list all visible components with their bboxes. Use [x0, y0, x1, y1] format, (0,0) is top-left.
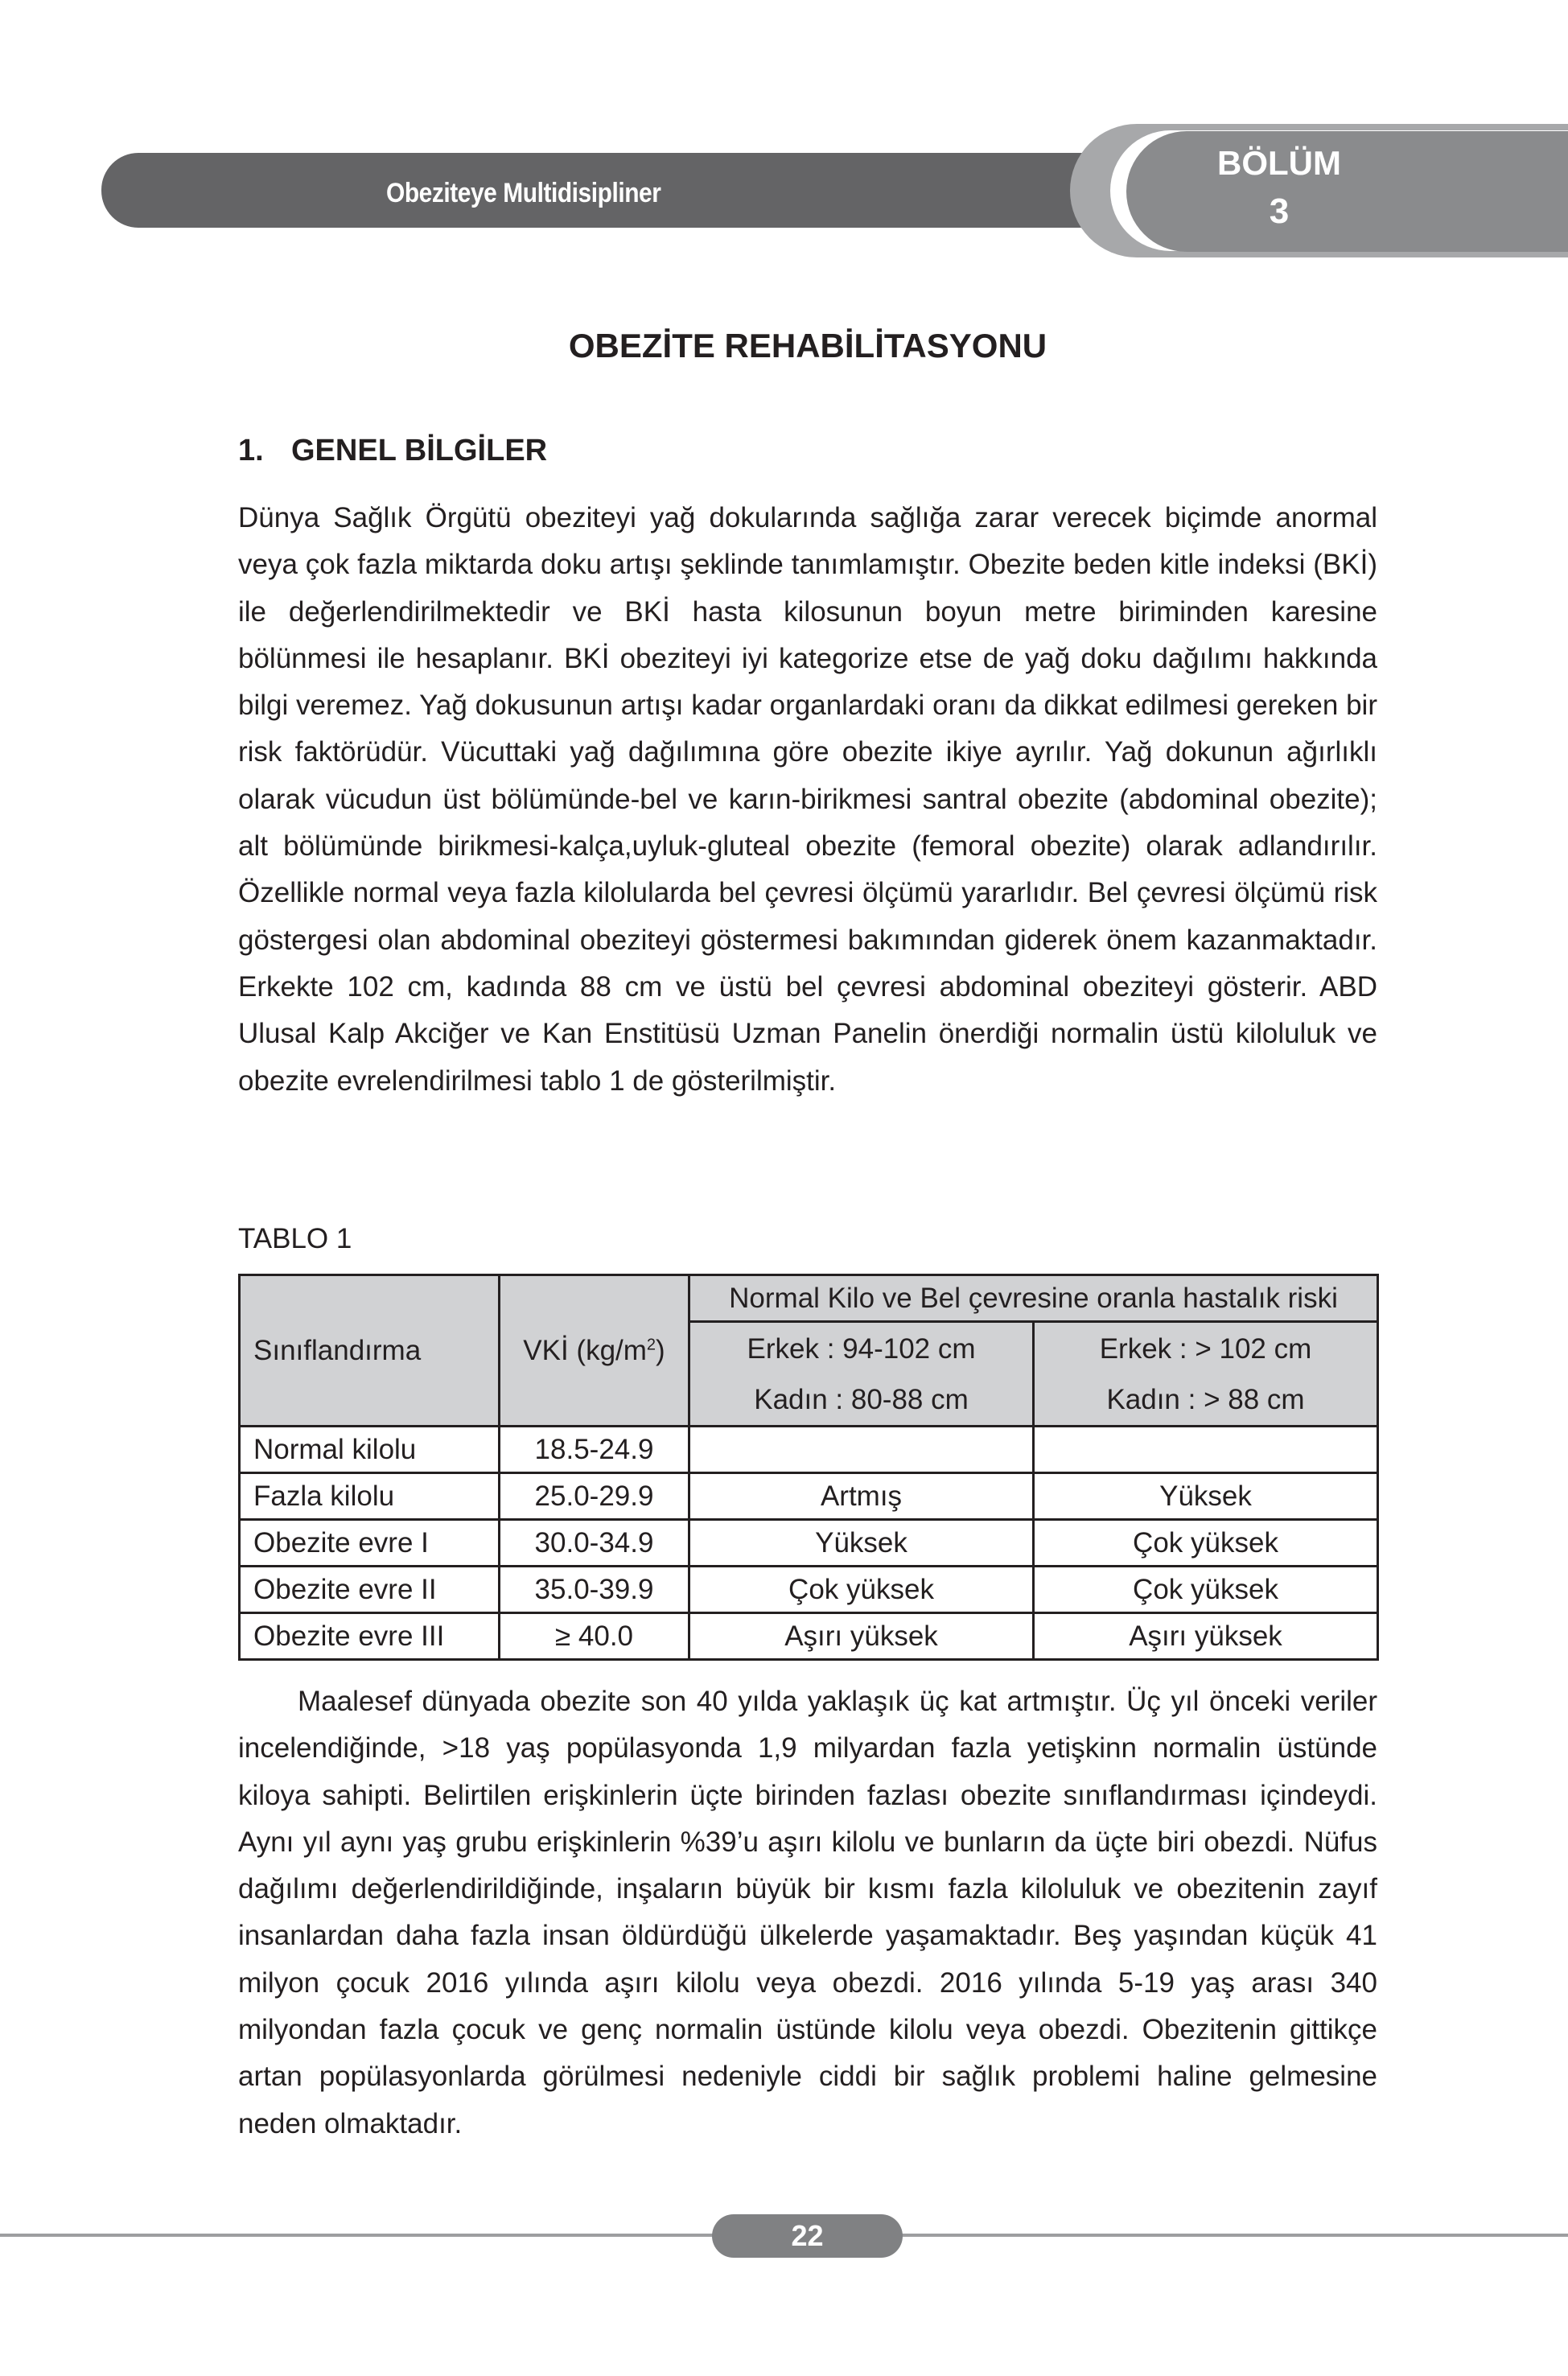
row-risk-b: Çok yüksek: [1034, 1567, 1378, 1613]
row-risk-a: Yüksek: [689, 1520, 1034, 1567]
header-male-b: Erkek : > 102 cm: [1034, 1322, 1378, 1376]
book-title: Obeziteye Multidisipliner Yaklaşım: [386, 178, 661, 257]
row-label: Obezite evre I: [240, 1520, 500, 1567]
row-risk-a: [689, 1427, 1034, 1473]
header-bmi-sup: 2: [646, 1336, 656, 1354]
row-risk-a: Aşırı yüksek: [689, 1613, 1034, 1660]
row-bmi: 25.0-29.9: [500, 1473, 689, 1520]
chapter-label: BÖLÜM: [1217, 144, 1341, 182]
paragraph-2: Maalesef dünyada obezite son 40 yılda yaklaşık üç kat artmıştır. Üç yıl önceki veriler incelendiğinde, >18 yaş popülasyonda 1,9 milyardan fazla yetişkinn normalin üstünde kiloya sahipti. Belirtilen erişkinlerin üçte birinden fazlası obezite sınıflandırması içindeydi. Aynı yıl aynı yaş grubu erişkinlerin %39’u aşırı kilolu ve bunların da üçte biri obezdi. Nüfus dağılımı değerlendirildiğinde, inşaların büyük bir kısmı fazla kiloluluk ve obezitenin zayıf insanlardan daha fazla insan öldürdüğü ülkelerde yaşamaktadır. Beş yaşından küçük 41 milyon çocuk 2016 yılında aşırı kilolu veya obezdi. 2016 yılında 5-19 yaş arası 340 milyondan fazla çocuk ve genç normalin üstünde kilolu veya obezdi. Obezitenin gittikçe artan popülasyonlarda görülmesi nedeniyle ciddi bir sağlık problemi haline gelmesine neden olmaktadır.: [238, 1686, 1377, 2139]
header-bmi: [500, 1275, 689, 1427]
table-row: [240, 1567, 1378, 1613]
header-female-a: Kadın : 80-88 cm: [689, 1375, 1034, 1427]
row-bmi: 30.0-34.9: [500, 1520, 689, 1567]
section-heading: [238, 428, 1204, 473]
row-label: Fazla kilolu: [240, 1473, 500, 1520]
obesity-classification-table: [238, 1274, 1379, 1661]
page-title: OBEZİTE REHABİLİTASYONU: [568, 327, 1047, 364]
header-risk-group: Normal Kilo ve Bel çevresine oranla hastalık riski: [689, 1275, 1378, 1322]
table-caption: TABLO 1: [238, 1223, 352, 1254]
table-row: [240, 1427, 1378, 1473]
table-header-row-1: [240, 1275, 1378, 1322]
row-risk-b: Aşırı yüksek: [1034, 1613, 1378, 1660]
row-label: Obezite evre II: [240, 1567, 500, 1613]
row-risk-b: Çok yüksek: [1034, 1520, 1378, 1567]
page-number: 22: [712, 2214, 903, 2258]
header-classification: Sınıflandırma: [240, 1275, 500, 1427]
paragraph-1: Dünya Sağlık Örgütü obeziteyi yağ dokularında sağlığa zarar verecek biçimde anormal veya çok fazla miktarda doku artışı şeklinde tanımlamıştır. Obezite beden kitle indeksi (BKİ) ile değerlendirilmektedir ve BKİ hasta kilosunun boyun metre biriminden karesine bölünmesi ile hesaplanır. BKİ obeziteyi iyi kategorize etse de yağ doku dağılımı hakkında bilgi veremez. Yağ dokusunun artışı kadar organlardaki oranı da dikkat edilmesi gereken bir risk faktörüdür. Vücuttaki yağ dağılımına göre obezite ikiye ayrılır. Yağ dokunun ağırlıklı olarak vücudun üst bölümünde-bel ve karın-birikmesi santral obezite (abdominal obezite); alt bölümünde birikmesi-kalça,uyluk-gluteal obezite (femoral obezite) olarak adlandırılır. Özellikle normal veya fazla kilolularda bel çevresi ölçümü yararlıdır. Bel çevresi ölçümü risk göstergesi olan abdominal obeziteyi göstermesi bakımından giderek önem kazanmaktadır. Erkekte 102 cm, kadında 88 cm ve üstü bel çevresi abdominal obeziteyi gösterir. ABD Ulusal Kalp Akciğer ve Kan Enstitüsü Uzman Panelin önerdiği normalin üstü kiloluluk ve obezite evrelendirilmesi tablo 1 de gösterilmiştir.: [238, 502, 1377, 1097]
section-number: 1.: [238, 434, 264, 467]
header-female-b: Kadın : > 88 cm: [1034, 1375, 1378, 1427]
header-male-a: Erkek : 94-102 cm: [689, 1322, 1034, 1376]
header-bmi-text: VKİ (kg/m: [523, 1335, 647, 1366]
table-row: [240, 1520, 1378, 1567]
header-bmi-suffix: ): [656, 1335, 665, 1366]
row-bmi: ≥ 40.0: [500, 1613, 689, 1660]
section-heading-text: GENEL BİLGİLER: [291, 434, 548, 467]
row-risk-a: Çok yüksek: [689, 1567, 1034, 1613]
table-row: [240, 1613, 1378, 1660]
row-risk-b: Yüksek: [1034, 1473, 1378, 1520]
row-bmi: 18.5-24.9: [500, 1427, 689, 1473]
row-label: Normal kilolu: [240, 1427, 500, 1473]
table-row: [240, 1473, 1378, 1520]
row-bmi: 35.0-39.9: [500, 1567, 689, 1613]
chapter-number: 3: [1269, 191, 1290, 231]
row-label: Obezite evre III: [240, 1613, 500, 1660]
row-risk-b: [1034, 1427, 1378, 1473]
row-risk-a: Artmış: [689, 1473, 1034, 1520]
